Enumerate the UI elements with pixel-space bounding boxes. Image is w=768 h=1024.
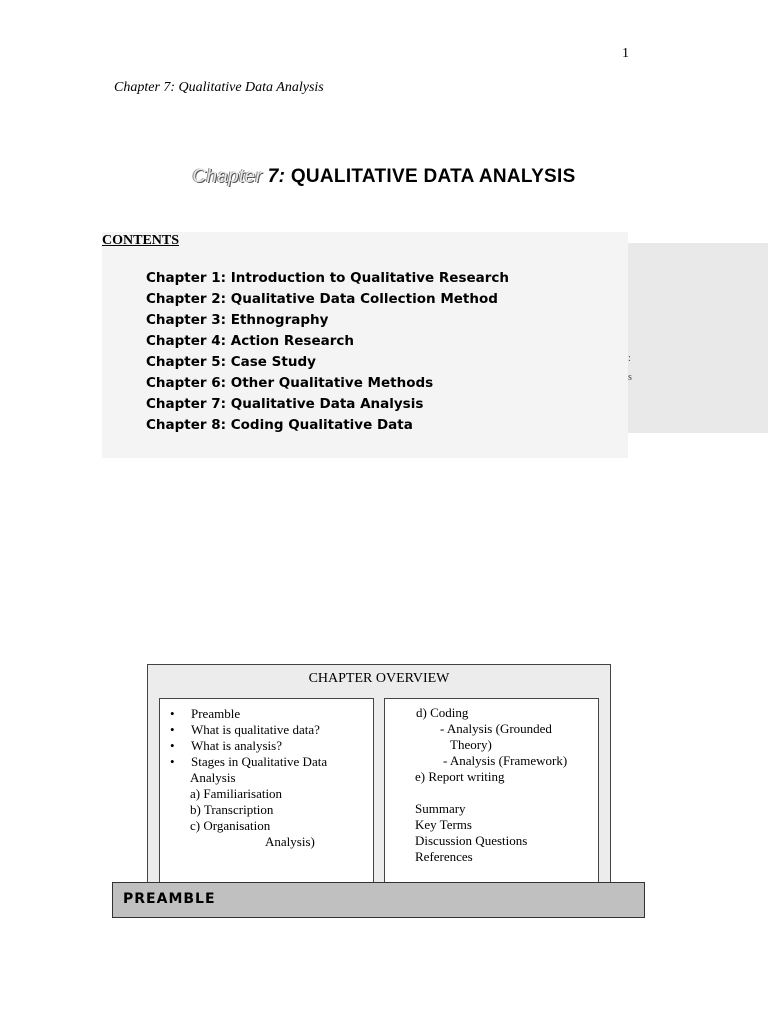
- side-panel-mark: s: [628, 372, 632, 383]
- sub-item-organisation: c) Organisation: [190, 818, 271, 833]
- discussion-questions-item: Discussion Questions: [415, 833, 528, 848]
- chapter-title: [0, 166, 768, 188]
- contents-list: [146, 268, 509, 436]
- contents-item-chapter-5: Chapter 5: Case Study: [146, 354, 316, 370]
- chapter-overview-box: [147, 664, 611, 886]
- key-terms-item: Key Terms: [415, 817, 472, 832]
- contents-box: [102, 232, 628, 458]
- list-item-text: Preamble: [191, 706, 241, 721]
- sub-item-trailing: Analysis): [265, 834, 315, 849]
- grounded-theory-item: - Analysis (Grounded: [440, 721, 552, 736]
- bullet-icon: •: [170, 738, 175, 753]
- summary-item: Summary: [415, 801, 466, 816]
- bullet-icon: •: [170, 706, 175, 721]
- chapter-title-prefix: Chapter: [192, 166, 263, 187]
- list-item-text: What is qualitative data?: [191, 722, 320, 737]
- overview-bullet-list: [170, 706, 327, 770]
- contents-item-chapter-8: Chapter 8: Coding Qualitative Data: [146, 417, 413, 433]
- preamble-heading: PREAMBLE: [123, 891, 216, 907]
- grounded-theory-item-cont: Theory): [450, 737, 492, 752]
- list-item: [170, 706, 327, 722]
- contents-heading: CONTENTS: [102, 233, 180, 248]
- list-item-text: What is analysis?: [191, 738, 282, 753]
- side-panel: [628, 243, 768, 433]
- contents-item-chapter-7: Chapter 7: Qualitative Data Analysis: [146, 396, 424, 412]
- coding-item: d) Coding: [416, 705, 469, 720]
- preamble-heading-bar: [112, 882, 645, 918]
- contents-item-chapter-1: Chapter 1: Introduction to Qualitative Research: [146, 270, 510, 286]
- chapter-title-name: QUALITATIVE DATA ANALYSIS: [290, 166, 576, 187]
- contents-item-chapter-3: Chapter 3: Ethnography: [146, 312, 329, 328]
- contents-item-chapter-6: Chapter 6: Other Qualitative Methods: [146, 375, 434, 391]
- side-panel-mark: :: [628, 353, 631, 364]
- list-item: [170, 722, 327, 738]
- stages-continued: Analysis: [190, 770, 236, 785]
- overview-left-column: [159, 698, 374, 890]
- chapter-title-number: 7:: [267, 166, 286, 187]
- page-number: 1: [622, 46, 629, 61]
- framework-item: - Analysis (Framework): [443, 753, 568, 768]
- list-item: [170, 754, 327, 770]
- list-item: [170, 738, 327, 754]
- sub-item-familiarisation: a) Familiarisation: [190, 786, 283, 801]
- bullet-icon: •: [170, 754, 175, 769]
- references-item: References: [415, 849, 473, 864]
- running-header: Chapter 7: Qualitative Data Analysis: [114, 80, 324, 95]
- chapter-overview-title: CHAPTER OVERVIEW: [308, 671, 450, 686]
- list-item-text: Stages in Qualitative Data: [191, 754, 328, 769]
- sub-item-transcription: b) Transcription: [190, 802, 274, 817]
- overview-right-column: [384, 698, 599, 890]
- report-writing-item: e) Report writing: [415, 769, 505, 784]
- contents-item-chapter-4: Chapter 4: Action Research: [146, 333, 354, 349]
- contents-item-chapter-2: Chapter 2: Qualitative Data Collection Method: [146, 291, 498, 307]
- bullet-icon: •: [170, 722, 175, 737]
